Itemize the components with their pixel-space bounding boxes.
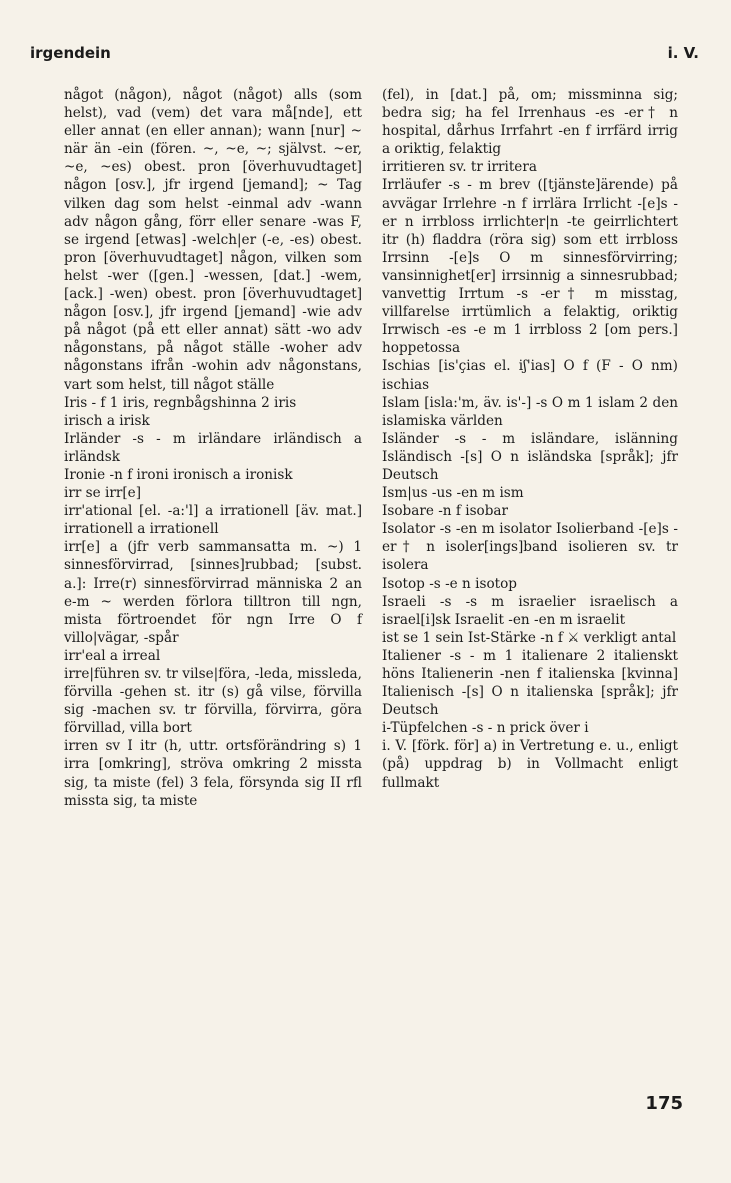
dictionary-entry: Isobare -n f isobar <box>382 503 509 520</box>
dictionary-entry: Isotop -s -e n isotop <box>382 575 517 592</box>
dictionary-entry: Islam [isla:'m, äv. is'-] -s O m 1 islam 2 den islamiska världen <box>382 394 678 429</box>
dictionary-entry: Isländer -s - m isländare, islänning Isländisch -[s] O n isländska [språk]; jfr Deutsch <box>382 430 678 483</box>
dictionary-entry: irritieren sv. tr irritera <box>382 159 537 176</box>
dictionary-entry: irr se irr[e] <box>64 485 142 502</box>
running-header <box>30 40 701 68</box>
dictionary-entry: Ironie -n f ironi ironisch a ironisk <box>64 466 293 483</box>
dictionary-entry: Ischias [is'çias el. iʃ'ias] O f (F - O nm) ischias <box>382 358 678 393</box>
dictionary-entry: Irländer -s - m irländare irländisch a irländsk <box>64 430 362 465</box>
dictionary-entry: irren sv I itr (h, uttr. ortsförändring s) 1 irra [omkring], ströva omkring 2 missta sig, ta miste (fel) 3 fela, försynda sig II rfl missta sig, ta miste <box>64 738 362 809</box>
dictionary-entry: i-Tüpfelchen -s - n prick över i <box>382 720 589 737</box>
dictionary-entry: Iris - f 1 iris, regnbågshinna 2 iris <box>64 394 297 411</box>
dictionary-entry: (fel), in [dat.] på, om; missminna sig; bedra sig; ha fel Irrenhaus -es -er† n hospital, dårhus Irrfahrt -en f irrfärd irrig a oriktig, felaktig <box>382 87 678 158</box>
dictionary-entry: Italiener -s - m 1 italienare 2 italienskt höns Italienerin -nen f italienska [kvinna] Italienisch -[s] O n italienska [språk]; jfr Deutsch <box>382 647 678 719</box>
dictionary-entry: Irrläufer -s - m brev ([tjänste]ärende) på avvägar Irrlehre -n f irrlära Irrlicht -[e]s -er n irrbloss irrlichter|n -te geirrlichtert itr (h) fladdra (röra sig) som ett irrbloss Irrsinn -[e]s O m sinnesförvirring; vansinnighet[er] irrsinnig a sinnesrubbad; vanvettig Irrtum -s -er† m misstag, villfarelse irrtümlich a felaktig, oriktig Irrwisch -es -e m 1 irrbloss 2 [om pers.] hoppetossa <box>382 177 678 357</box>
header-guide-word-right: i. V. <box>667 44 699 62</box>
dictionary-column-left <box>64 86 362 810</box>
dictionary-entry: irr'ational [el. -a:'l] a irrationell [äv. mat.] irrationell a irrationell <box>64 503 362 538</box>
dictionary-entry: irisch a irisk <box>64 412 150 429</box>
dictionary-entry: Ism|us -us -en m ism <box>382 485 524 502</box>
dictionary-entry: Isolator -s -en m isolator Isolierband -[e]s -er† n isoler[ings]band isolieren sv. tr isolera <box>382 521 678 574</box>
header-guide-word-left: irgendein <box>30 44 111 62</box>
dictionary-entry: något (någon), något (något) alls (som helst), vad (vem) det vara må[nde], ett eller annat (en eller annan); wann [nur] ~ när än -ein (fören. ~, ~e, ~; självst. ~er, ~e, ~es) obest. pron [överhuvudtaget] någon [osv.], jfr irgend [jemand]; ~ Tag vilken dag som helst -einmal adv -wann adv någon gång, förr eller senare -was F, se irgend [etwas] -welch|er (-e, -es) obest. pron [överhuvudtaget] någon, vilken som helst -wer ([gen.] -wessen, [dat.] -wem, [ack.] -wen) obest. pron [överhuvudtaget] någon [osv.], jfr irgend [jemand] -wie adv på något (på ett eller annat) sätt -wo adv någonstans, på något ställe -woher adv någonstans ifrån -wohin adv någonstans, vart som helst, till något ställe <box>64 87 362 393</box>
dictionary-entry: irre|führen sv. tr vilse|föra, -leda, missleda, förvilla -gehen st. itr (s) gå vilse, förvilla sig -machen sv. tr förvilla, förvirra, göra förvillad, villa bort <box>64 666 362 737</box>
dictionary-entry: ist se 1 sein Ist-Stärke -n f ⚔ verkligt antal <box>382 629 677 646</box>
dictionary-entry: irr[e] a (jfr verb sammansatta m. ~) 1 sinnesförvirrad, [sinnes]rubbad; [subst. a.]: Irre(r) sinnesförvirrad människa 2 an e-m ~ werden förlora tilltron till ngn, mista förtroendet för ngn Irre O f villo|vägar, -spår <box>64 539 362 646</box>
page-number: 175 <box>645 1093 683 1114</box>
dictionary-entry: i. V. [förk. för] a) in Vertretung e. u., enligt (på) uppdrag b) in Vollmacht enligt fullmakt <box>382 738 678 791</box>
dictionary-column-right <box>382 86 678 792</box>
dictionary-entry: Israeli -s -s m israelier israelisch a israel[i]sk Israelit -en -en m israelit <box>382 593 678 628</box>
dictionary-entry: irr'eal a irreal <box>64 647 161 664</box>
